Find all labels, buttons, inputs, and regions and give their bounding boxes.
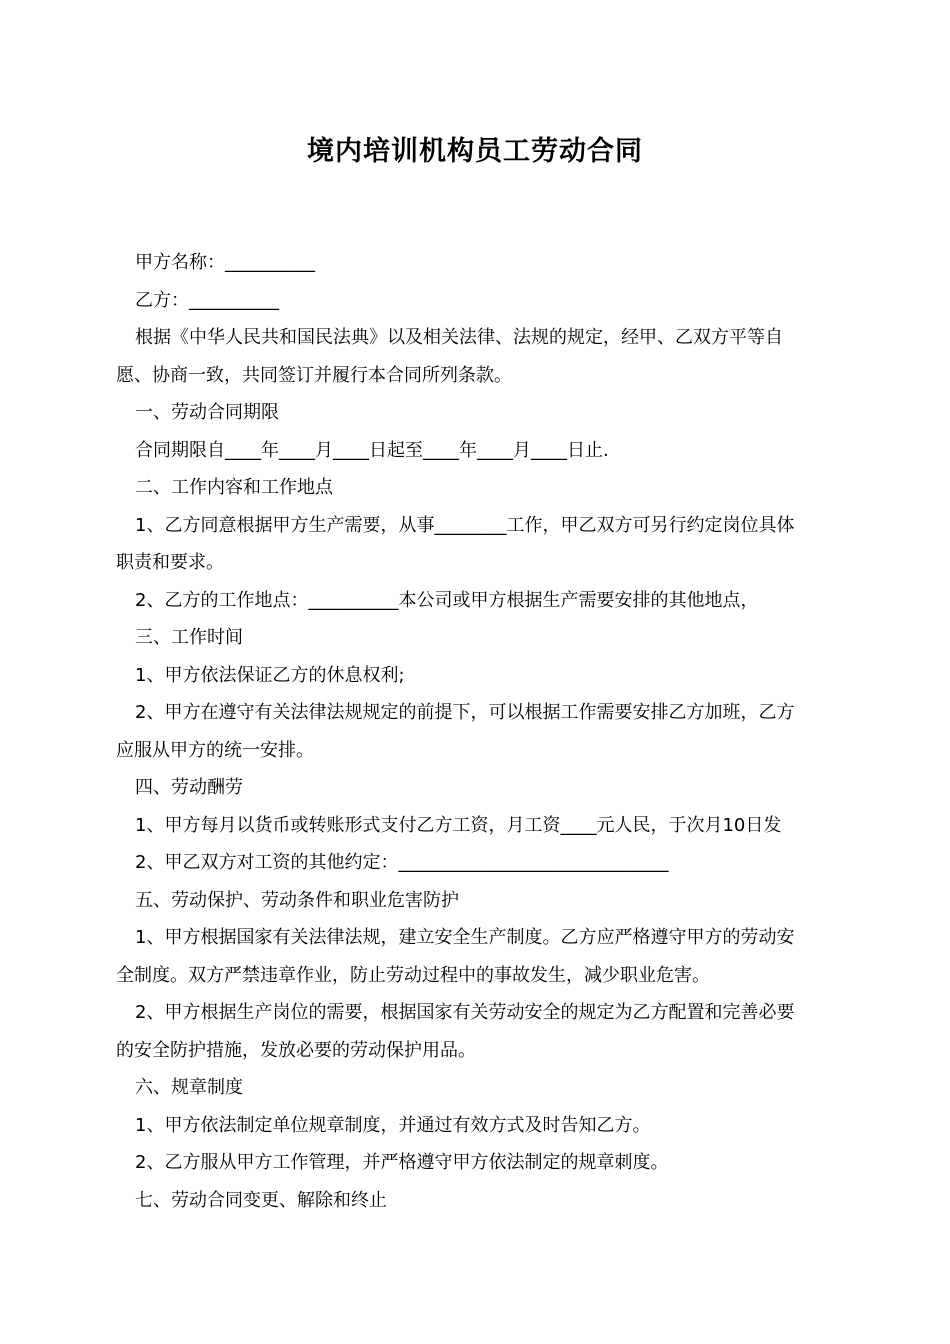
overtime-line-1: 2、甲方在遵守有关法律法规规定的前提下，可以根据工作需要安排乙方加班，乙方 [135,702,795,723]
section-3-heading: 三、工作时间 [135,627,243,648]
contract-term-line: 合同期限自____年____月____日起至____年____月____日止. [135,439,609,461]
protection-measures-line-2: 的安全防护措施，发放必要的劳动保护用品。 [116,1039,476,1061]
work-content-line-2: 职责和要求。 [116,552,224,573]
salary-other-line: 2、甲乙双方对工资的其他约定：______________________________ [135,852,669,873]
salary-payment-line: 1、甲方每月以货币或转账形式支付乙方工资，月工资____元人民，于次月10日发 [135,814,782,836]
section-6-heading: 六、规章制度 [135,1077,243,1098]
preamble-line-1: 根据《中华人民共和国民法典》以及相关法律、法规的规定，经甲、乙双方平等自 [135,327,783,348]
overtime-line-2: 应服从甲方的统一安排。 [116,739,314,761]
work-content-line-1: 1、乙方同意根据甲方生产需要，从事________工作，甲乙双方可另行约定岗位具体 [135,514,795,536]
safety-system-line-1: 1、甲方根据国家有关法律法规，建立安全生产制度。乙方应严格遵守甲方的劳动安 [135,927,795,948]
rules-notice-line: 1、甲方依法制定单位规章制度，并通过有效方式及时告知乙方。 [135,1114,651,1136]
section-5-heading: 五、劳动保护、劳动条件和职业危害防护 [135,889,459,911]
document-title: 境内培训机构员工劳动合同 [307,136,643,167]
section-1-heading: 一、劳动合同期限 [135,402,279,423]
rest-rights-line: 1、甲方依法保证乙方的休息权利; [135,664,405,686]
protection-measures-line-1: 2、甲方根据生产岗位的需要，根据国家有关劳动安全的规定为乙方配置和完善必要 [135,1002,795,1023]
contract-body [116,244,836,1219]
party-a-name-line: 甲方名称：__________ [135,252,315,273]
work-location-line: 2、乙方的工作地点：__________本公司或甲方根据生产需要安排的其他地点， [135,589,759,611]
section-4-heading: 四、劳动酬劳 [135,777,243,798]
preamble-line-2: 愿、协商一致，共同签订并履行本合同所列条款。 [116,364,512,386]
party-b-line: 乙方：__________ [135,289,279,311]
section-2-heading: 二、工作内容和工作地点 [135,477,333,498]
section-7-heading: 七、劳动合同变更、解除和终止 [135,1189,387,1211]
rules-compliance-line: 2、乙方服从甲方工作管理，并严格遵守甲方依法制定的规章刺度。 [135,1152,669,1173]
safety-system-line-2: 全制度。双方严禁违章作业，防止劳动过程中的事故发生，减少职业危害。 [116,964,710,986]
